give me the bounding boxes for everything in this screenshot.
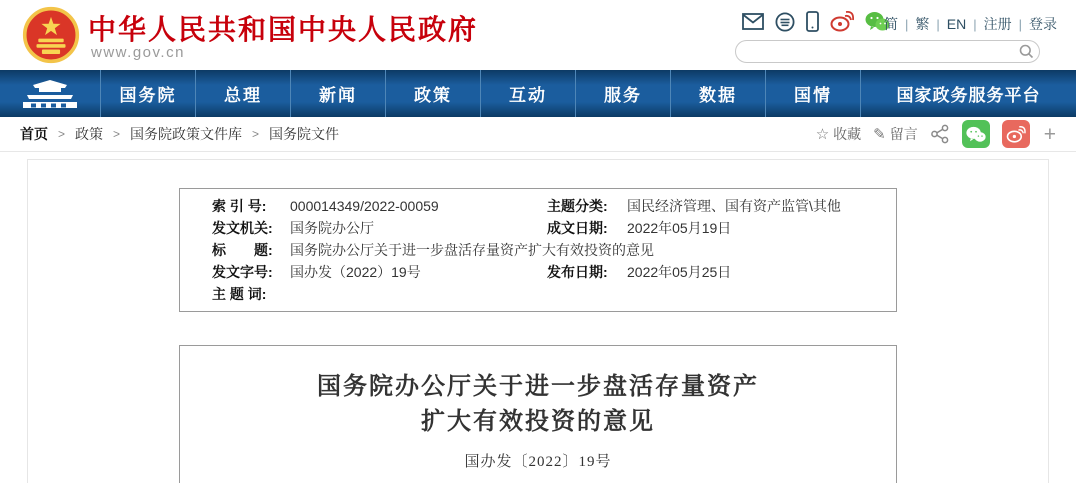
breadcrumb-policy[interactable]: 政策 (75, 126, 104, 142)
document-number: 国办发〔2022〕19号 (464, 454, 612, 470)
nav-item-national[interactable]: 国情 (765, 70, 860, 117)
breadcrumb-separator: > (252, 127, 260, 141)
site-title: 中华人民共和国中央人民政府 (88, 14, 479, 45)
breadcrumb-home[interactable]: 首页 (20, 126, 48, 142)
mobile-icon[interactable] (806, 11, 819, 32)
lang-traditional[interactable]: 繁 (915, 16, 930, 32)
comment-label: 留言 (889, 126, 918, 142)
document-title-line1: 国务院办公厅关于进一步盘活存量资产 (317, 374, 759, 400)
share-wechat-button[interactable] (962, 120, 990, 148)
register-link[interactable]: 注册 (983, 16, 1012, 32)
meta-index-value: 000014349/2022-00059 (290, 198, 439, 214)
nav-item-services[interactable]: 服务 (575, 70, 670, 117)
page-actions (816, 120, 1056, 148)
lang-separator: | (973, 16, 977, 32)
meta-publish-value: 2022年05月25日 (627, 264, 732, 280)
national-emblem-icon (22, 6, 80, 64)
lang-simplified[interactable]: 简 (884, 16, 898, 32)
meta-title-value: 国务院办公厅关于进一步盘活存量资产扩大有效投资的意见 (290, 242, 654, 258)
document-body (179, 345, 897, 483)
nav-item-premier[interactable]: 总理 (195, 70, 290, 117)
lang-separator: | (905, 16, 909, 32)
meta-issuer-value: 国务院办公厅 (290, 220, 374, 236)
document-title-line2: 扩大有效投资的意见 (421, 409, 655, 435)
header-utility-icons (742, 11, 890, 32)
login-link[interactable]: 登录 (1029, 16, 1058, 32)
meta-keywords-value (290, 283, 896, 305)
tiananmen-icon (19, 79, 81, 109)
share-weibo-button[interactable] (1002, 120, 1030, 148)
search-input[interactable] (748, 42, 1013, 61)
breadcrumb-state-council-docs[interactable]: 国务院文件 (269, 126, 340, 142)
more-share-button[interactable]: + (1043, 122, 1056, 146)
content-container (27, 159, 1049, 483)
document-meta-table (179, 188, 897, 312)
document-title (180, 370, 896, 440)
breadcrumb-row (0, 117, 1076, 152)
lang-separator: | (1018, 16, 1023, 32)
nav-home[interactable] (0, 70, 100, 117)
share-icon[interactable] (930, 124, 950, 144)
meta-publish-label: 发布日期: (547, 264, 608, 280)
wechat-icon (966, 126, 986, 143)
meta-row (180, 195, 896, 217)
nav-item-policy[interactable]: 政策 (385, 70, 480, 117)
nav-item-state-council[interactable]: 国务院 (100, 70, 195, 117)
mail-icon[interactable] (742, 13, 764, 30)
meta-date-label: 成文日期: (547, 220, 608, 236)
main-nav (0, 70, 1076, 117)
search-button[interactable] (1013, 41, 1039, 62)
weibo-icon (1006, 126, 1026, 143)
pencil-icon: ✎ (873, 126, 886, 143)
favorite-button[interactable] (816, 124, 861, 144)
meta-issuer-label: 发文机关: (212, 220, 273, 236)
language-links (884, 14, 1057, 34)
weibo-icon[interactable] (830, 11, 854, 32)
meta-docno-value: 国办发（2022）19号 (290, 264, 421, 280)
breadcrumb-policy-library[interactable]: 国务院政策文件库 (130, 126, 243, 142)
meta-row (180, 217, 896, 239)
message-icon[interactable] (775, 12, 795, 32)
breadcrumb-separator: > (58, 127, 66, 141)
meta-row (180, 239, 896, 261)
star-icon: ☆ (815, 126, 830, 143)
nav-item-data[interactable]: 数据 (670, 70, 765, 117)
breadcrumb (20, 124, 339, 144)
comment-button[interactable] (873, 124, 918, 144)
nav-item-gov-service-platform[interactable]: 国家政务服务平台 (860, 70, 1076, 117)
meta-docno-label: 发文字号: (212, 264, 273, 280)
site-header (0, 0, 1076, 70)
meta-category-value: 国民经济管理、国有资产监管\其他 (627, 198, 841, 214)
nav-item-news[interactable]: 新闻 (290, 70, 385, 117)
meta-keywords-label: 主 题 词: (212, 286, 267, 302)
meta-row (180, 261, 896, 283)
site-url: www.gov.cn (91, 44, 185, 61)
favorite-label: 收藏 (833, 126, 862, 142)
search-bar (735, 40, 1040, 63)
meta-date-value: 2022年05月19日 (627, 220, 732, 236)
search-icon (1019, 44, 1034, 59)
breadcrumb-separator: > (113, 127, 121, 141)
lang-separator: | (936, 16, 940, 32)
lang-english[interactable]: EN (946, 16, 967, 32)
meta-title-label: 标 题: (212, 242, 273, 258)
meta-category-label: 主题分类: (547, 198, 608, 214)
meta-index-label: 索 引 号: (212, 198, 267, 214)
nav-item-interact[interactable]: 互动 (480, 70, 575, 117)
meta-row (180, 283, 896, 305)
